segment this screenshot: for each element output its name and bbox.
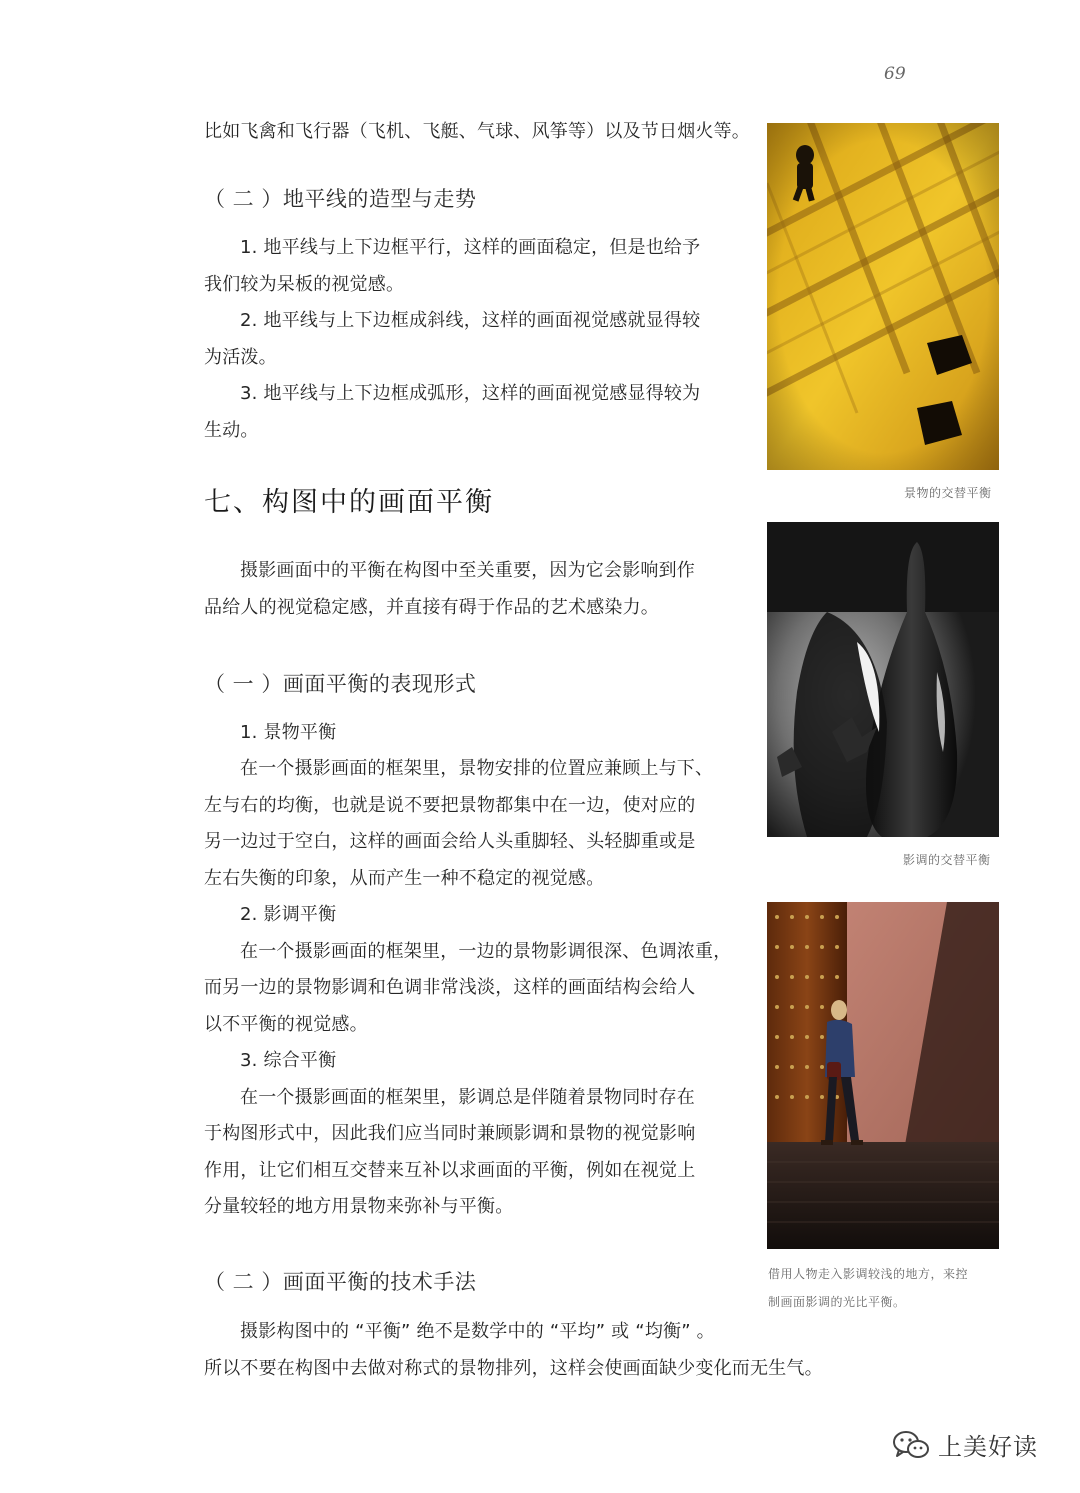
- horizon-item-1-cont: 我们较为呆板的视觉感。: [204, 274, 405, 295]
- intro-line-cont: 品给人的视觉稳定感，并直接有碍于作品的艺术感染力。: [204, 597, 659, 618]
- forms-1-line: 左与右的均衡，也就是说不要把景物都集中在一边，使对应的: [204, 795, 696, 816]
- caption-photo-1: 景物的交替平衡: [904, 486, 992, 500]
- horizon-item-2-cont: 为活泼。: [204, 347, 277, 368]
- forms-3-line: 于构图形式中，因此我们应当同时兼顾影调和景物的视觉影响: [204, 1123, 696, 1144]
- subhead-forms: （ 一 ）画面平衡的表现形式: [204, 672, 477, 696]
- tech-line: 摄影构图中的 “平衡” 绝不是数学中的 “平均” 或 “均衡” 。: [240, 1321, 715, 1342]
- photo-yellow-floor-image: [767, 123, 999, 470]
- tech-line: 所以不要在构图中去做对称式的景物排列，这样会使画面缺少变化而无生气。: [204, 1358, 823, 1379]
- horizon-item-3: 3. 地平线与上下边框成弧形，这样的画面视觉感显得较为: [240, 383, 701, 404]
- horizon-item-3-cont: 生动。: [204, 420, 259, 441]
- section-title: 七、构图中的画面平衡: [204, 487, 494, 518]
- horizon-item-2: 2. 地平线与上下边框成斜线，这样的画面视觉感就显得较: [240, 310, 701, 331]
- forms-1-line: 另一边过于空白，这样的画面会给人头重脚轻、头轻脚重或是: [204, 831, 696, 852]
- wechat-icon: [892, 1429, 930, 1461]
- forms-2-line: 而另一边的景物影调和色调非常浅淡，这样的画面结构会给人: [204, 977, 696, 998]
- forms-2-line: 以不平衡的视觉感。: [204, 1014, 368, 1035]
- caption-photo-3-cont: 制画面影调的光比平衡。: [768, 1295, 906, 1309]
- photo-yellow-floor: [767, 123, 999, 470]
- forms-3-line: 在一个摄影画面的框架里，影调总是伴随着景物同时存在: [240, 1087, 695, 1108]
- forms-2-line: 在一个摄影画面的框架里，一边的景物影调很深、色调浓重，: [240, 941, 732, 962]
- photo-vase: [767, 522, 999, 837]
- body-line: 比如飞禽和飞行器（飞机、飞艇、气球、风筝等）以及节日烟火等。: [204, 121, 750, 142]
- photo-red-wall-image: [767, 902, 999, 1249]
- photo-vase-image: [767, 522, 999, 837]
- forms-2-title: 2. 影调平衡: [240, 904, 337, 925]
- forms-3-line: 分量较轻的地方用景物来弥补与平衡。: [204, 1196, 514, 1217]
- forms-1-title: 1. 景物平衡: [240, 722, 337, 743]
- intro-line: 摄影画面中的平衡在构图中至关重要，因为它会影响到作: [240, 560, 695, 581]
- caption-photo-2: 影调的交替平衡: [903, 853, 991, 867]
- photo-red-wall: [767, 902, 999, 1249]
- watermark: [892, 1427, 1038, 1462]
- forms-1-line: 在一个摄影画面的框架里，景物安排的位置应兼顾上与下、: [240, 758, 714, 779]
- page-number: 69: [884, 64, 906, 84]
- subhead-technique: （ 二 ）画面平衡的技术手法: [204, 1270, 477, 1294]
- horizon-item-1: 1. 地平线与上下边框平行，这样的画面稳定，但是也给予: [240, 237, 701, 258]
- caption-photo-3: 借用人物走入影调较浅的地方，来控: [768, 1267, 969, 1281]
- forms-3-title: 3. 综合平衡: [240, 1050, 337, 1071]
- subhead-horizon: （ 二 ）地平线的造型与走势: [204, 187, 477, 211]
- forms-3-line: 作用，让它们相互交替来互补以求画面的平衡，例如在视觉上: [204, 1160, 696, 1181]
- forms-1-line: 左右失衡的印象，从而产生一种不稳定的视觉感。: [204, 868, 605, 889]
- watermark-text: 上美好读: [938, 1433, 1038, 1461]
